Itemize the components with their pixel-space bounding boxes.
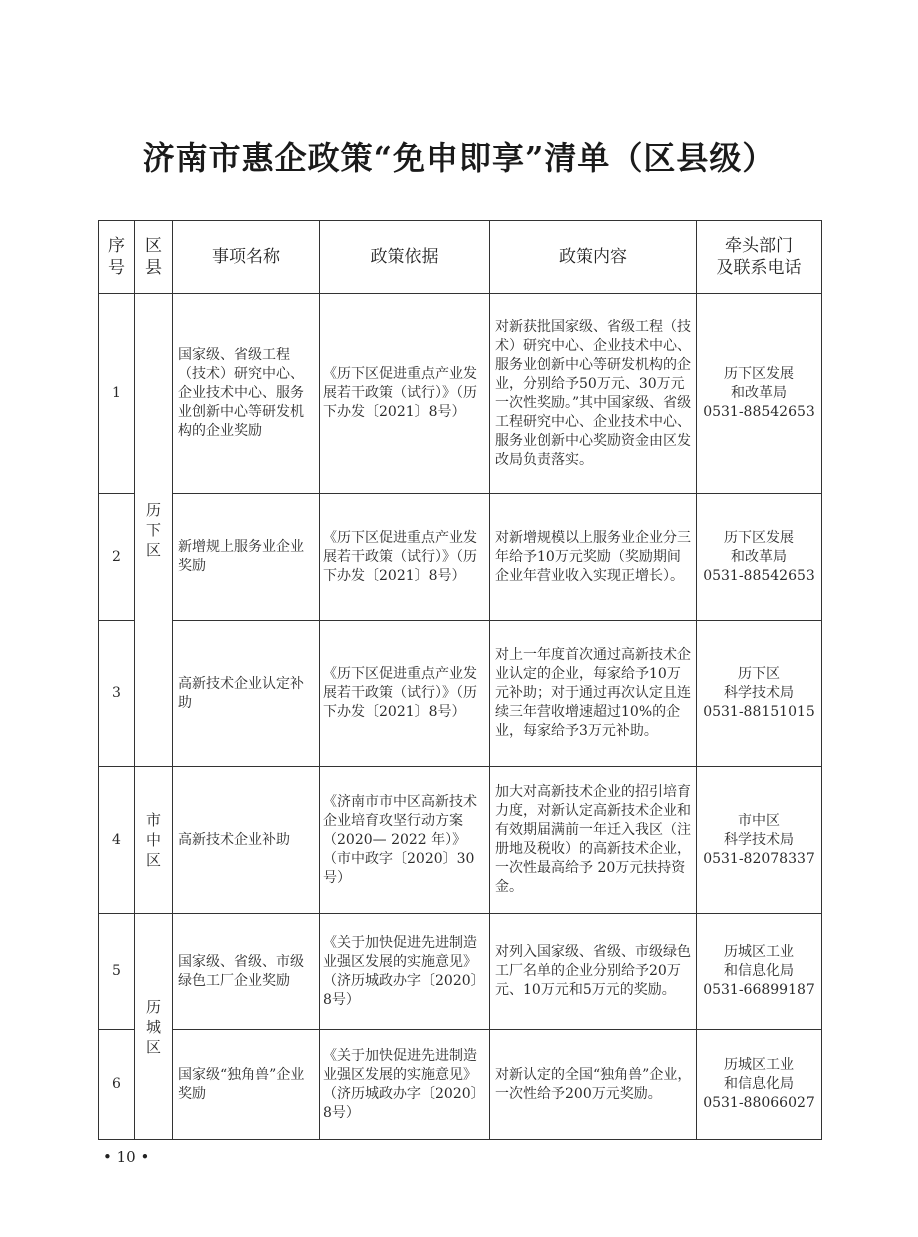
row-seq: 3 [99, 621, 135, 767]
row-seq: 6 [99, 1030, 135, 1140]
district-licheng: 历 城 区 [135, 914, 173, 1140]
row-dept: 历下区发展 和改革局 0531-88542653 [697, 294, 822, 494]
row-item: 新增规上服务业企业奖励 [173, 494, 320, 621]
row-dept: 市中区 科学技术局 0531-82078337 [697, 767, 822, 914]
row-item: 高新技术企业补助 [173, 767, 320, 914]
row-basis: 《历下区促进重点产业发展若干政策（试行）》（历下办发〔2021〕8号） [320, 294, 490, 494]
table-row [99, 621, 822, 767]
row-seq: 4 [99, 767, 135, 914]
row-content: 对列入国家级、省级、市级绿色工厂名单的企业分别给予20万元、10万元和5万元的奖励。 [490, 914, 697, 1030]
row-dept: 历下区 科学技术局 0531-88151015 [697, 621, 822, 767]
row-item: 国家级“独角兽”企业奖励 [173, 1030, 320, 1140]
header-basis: 政策依据 [320, 221, 490, 294]
row-content: 加大对高新技术企业的招引培育力度，对新认定高新技术企业和有效期届满前一年迁入我区（注册地及税收）的高新技术企业，一次性最高给予 20万元扶持资金。 [490, 767, 697, 914]
header-district: 区 县 [135, 221, 173, 294]
header-item: 事项名称 [173, 221, 320, 294]
row-dept: 历城区工业 和信息化局 0531-66899187 [697, 914, 822, 1030]
row-seq: 1 [99, 294, 135, 494]
district-lixia: 历 下 区 [135, 294, 173, 767]
header-dept: 牵头部门 及联系电话 [697, 221, 822, 294]
row-content: 对上一年度首次通过高新技术企业认定的企业，每家给予10万元补助；对于通过再次认定且连续三年营收增速超过10%的企业，每家给予3万元补助。 [490, 621, 697, 767]
table-row [99, 767, 822, 914]
row-basis: 《历下区促进重点产业发展若干政策（试行）》（历下办发〔2021〕8号） [320, 494, 490, 621]
row-seq: 5 [99, 914, 135, 1030]
page-title: 济南市惠企政策“免申即享”清单（区县级） [142, 139, 776, 177]
table-row [99, 494, 822, 621]
district-shizhong: 市 中 区 [135, 767, 173, 914]
row-seq: 2 [99, 494, 135, 621]
row-content: 对新认定的全国“独角兽”企业，一次性给予200万元奖励。 [490, 1030, 697, 1140]
row-basis: 《济南市市中区高新技术企业培育攻坚行动方案（2020— 2022 年）》（市中政字〔2020〕30号） [320, 767, 490, 914]
row-dept: 历城区工业 和信息化局 0531-88066027 [697, 1030, 822, 1140]
row-basis: 《关于加快促进先进制造业强区发展的实施意见》（济历城政办字〔2020〕8号） [320, 1030, 490, 1140]
row-content: 对新获批国家级、省级工程（技术）研究中心、企业技术中心、服务业创新中心等研发机构的企业，分别给予50万元、30万元一次性奖励。”其中国家级、省级工程研究中心、企业技术中心、服务业创新中心奖励资金由区发改局负责落实。 [490, 294, 697, 494]
header-seq: 序 号 [99, 221, 135, 294]
table-row [99, 1030, 822, 1140]
row-basis: 《关于加快促进先进制造业强区发展的实施意见》（济历城政办字〔2020〕8号） [320, 914, 490, 1030]
row-dept: 历下区发展 和改革局 0531-88542653 [697, 494, 822, 621]
table-row [99, 914, 822, 1030]
table-row [99, 294, 822, 494]
header-content: 政策内容 [490, 221, 697, 294]
row-basis: 《历下区促进重点产业发展若干政策（试行）》（历下办发〔2021〕8号） [320, 621, 490, 767]
table-header-row [99, 221, 822, 294]
row-item: 国家级、省级、市级绿色工厂企业奖励 [173, 914, 320, 1030]
row-content: 对新增规模以上服务业企业分三年给予10万元奖励（奖励期间企业年营业收入实现正增长）。 [490, 494, 697, 621]
row-item: 国家级、省级工程（技术）研究中心、企业技术中心、服务业创新中心等研发机构的企业奖励 [173, 294, 320, 494]
page-number: • 10 • [103, 1148, 150, 1166]
row-item: 高新技术企业认定补助 [173, 621, 320, 767]
policy-table [98, 220, 822, 1140]
